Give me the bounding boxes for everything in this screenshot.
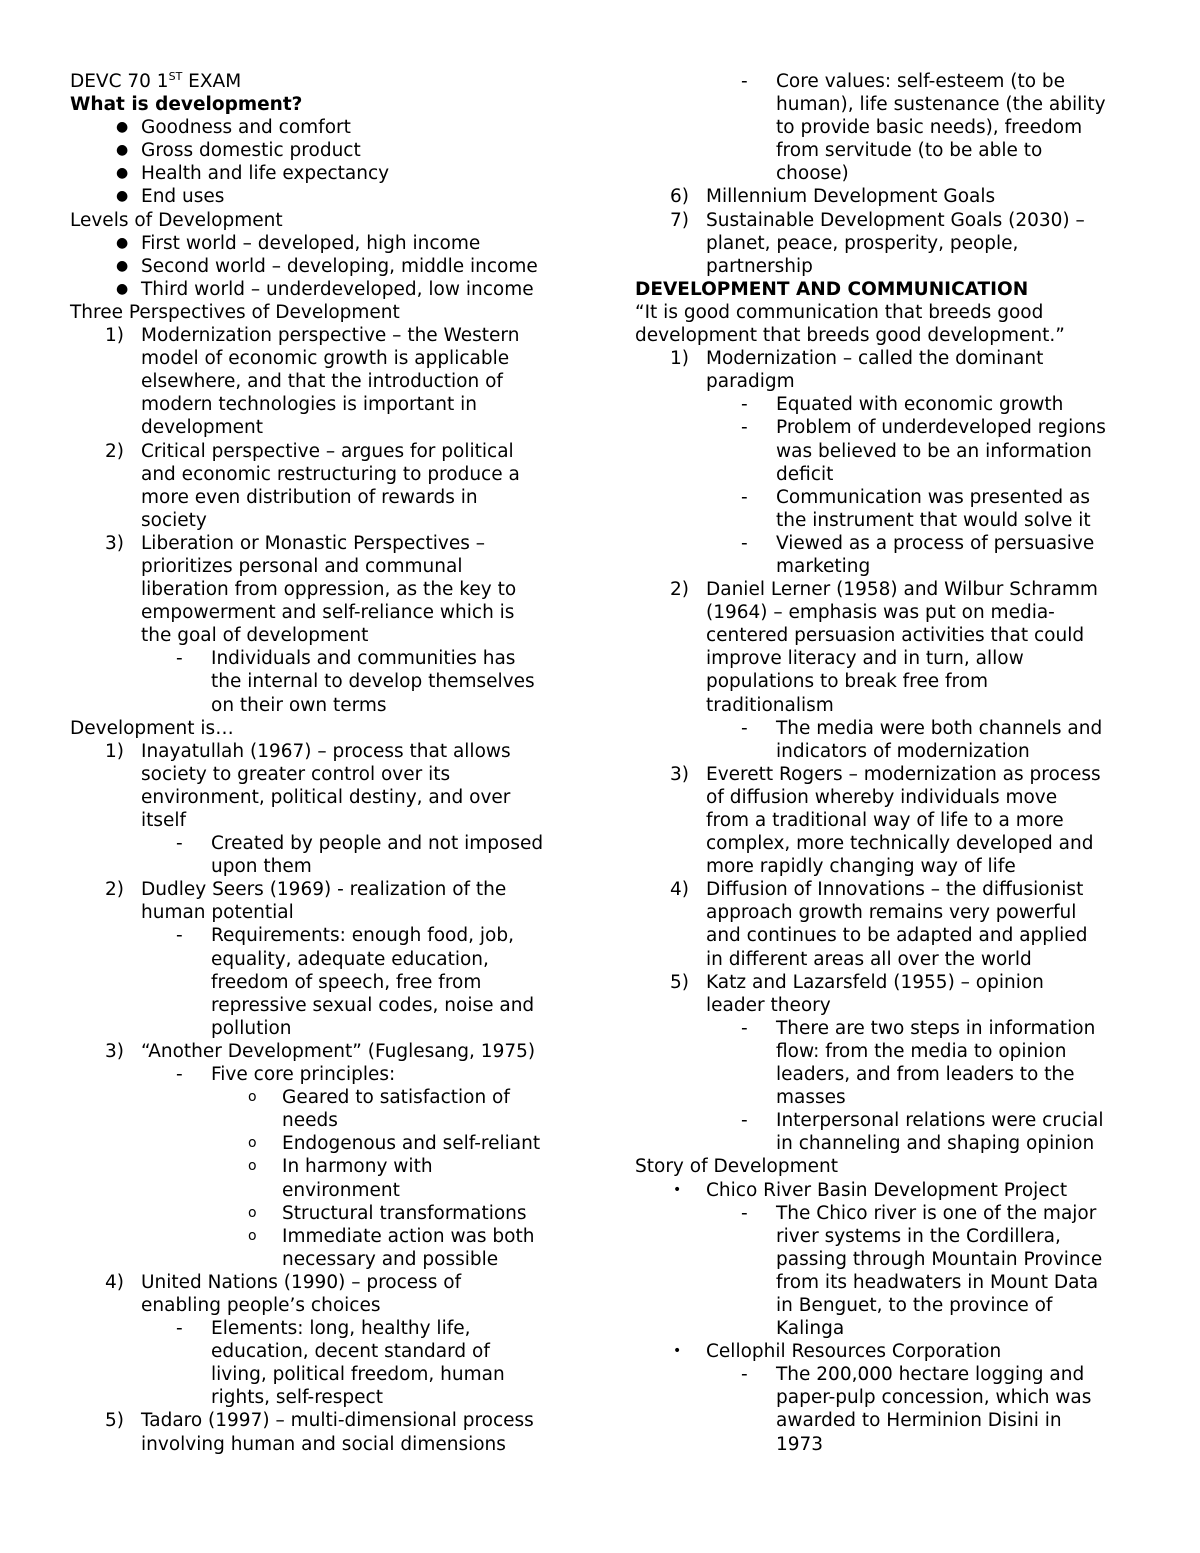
sub-list-item-line: passing through Mountain Province — [776, 1248, 1103, 1270]
sub-list-item-line: to provide basic needs), freedom — [776, 117, 1083, 139]
list-item-line: society — [141, 509, 207, 531]
sub-list-item: - The 200,000 hectare logging and — [741, 1364, 1085, 1386]
sub-list-item-line: river systems in the Cordillera, — [776, 1225, 1061, 1247]
sub-list-item-line: freedom of speech, free from — [211, 971, 482, 993]
list-item: 1) Modernization perspective – the Western — [105, 325, 520, 347]
principle-item: o Endogenous and self-reliant — [248, 1133, 541, 1155]
sub-list-item-line: paper-pulp concession, which was — [776, 1387, 1092, 1409]
list-item: 3) Liberation or Monastic Perspectives – — [105, 532, 485, 554]
list-item-line: the goal of development — [141, 625, 369, 647]
sub-list-item: - Individuals and communities has — [176, 648, 516, 670]
sub-list-item-line: awarded to Herminion Disini in — [776, 1410, 1062, 1432]
list-item: 3) “Another Development” (Fuglesang, 1975) — [105, 1040, 536, 1062]
list-item: 5) Katz and Lazarsfeld (1955) – opinion — [670, 971, 1044, 993]
list-item-line: approach growth remains very powerful — [706, 902, 1077, 924]
sub-list-item-line: marketing — [776, 555, 871, 577]
list-item-line: elsewhere, and that the introduction of — [141, 371, 503, 393]
sub-list-item-line: choose) — [776, 163, 849, 185]
principle-item-line: environment — [282, 1179, 400, 1201]
heading-development-is: Development is… — [70, 717, 234, 739]
principle-item: o Immediate action was both — [248, 1225, 535, 1247]
sub-list-item-line: human), life sustenance (the ability — [776, 94, 1106, 116]
sub-list-item-line: in Benguet, to the province of — [776, 1294, 1053, 1316]
sub-list-item: - Communication was presented as — [741, 486, 1090, 508]
sub-list-item: - There are two steps in information — [741, 1017, 1096, 1039]
sub-list-item: - Viewed as a process of persuasive — [741, 532, 1095, 554]
sub-list-item-line: pollution — [211, 1017, 292, 1039]
sub-list-item: - Elements: long, healthy life, — [176, 1318, 471, 1340]
list-item-line: empowerment and self-reliance which is — [141, 602, 515, 624]
list-item: 5) Tadaro (1997) – multi-dimensional process — [105, 1410, 534, 1432]
list-item-line: itself — [141, 810, 187, 831]
list-item-line: model of economic growth is applicable — [141, 348, 510, 370]
list-item-line: populations to break free from — [706, 671, 989, 693]
heading-story-of-development: Story of Development — [635, 1156, 839, 1178]
list-item: ● End uses — [116, 186, 225, 208]
principle-item: o Structural transformations — [248, 1202, 527, 1224]
list-item-line: liberation from oppression, as the key to — [141, 579, 517, 601]
sub-list-item-line: was believed to be an information — [776, 440, 1092, 462]
list-item-line: and continues to be adapted and applied — [706, 925, 1088, 947]
list-item-line: in different areas all over the world — [706, 948, 1032, 970]
list-item-line: society to greater control over its — [141, 763, 451, 785]
sub-list-item: - Interpersonal relations were crucial — [741, 1110, 1104, 1132]
list-item: ● Second world – developing, middle income — [116, 255, 538, 277]
sub-list-item-line: equality, adequate education, — [211, 948, 489, 970]
list-item: 1) Modernization – called the dominant — [670, 348, 1044, 370]
principle-item: o Geared to satisfaction of — [248, 1087, 510, 1109]
list-item-line: human potential — [141, 902, 294, 924]
list-item-line: environment, political destiny, and over — [141, 786, 511, 808]
list-item: 4) United Nations (1990) – process of — [105, 1271, 462, 1293]
sub-list-item-line: living, political freedom, human — [211, 1364, 505, 1386]
left-column — [70, 70, 570, 1456]
list-item: ● First world – developed, high income — [116, 232, 481, 254]
list-item-line: development — [141, 417, 264, 439]
list-item-line: paradigm — [706, 371, 795, 393]
sub-list-item-line: the instrument that would solve it — [776, 509, 1091, 531]
list-item-line: (1964) – emphasis was put on media- — [706, 602, 1055, 624]
sub-list-item-line: deficit — [776, 463, 834, 485]
sub-list-item: - Created by people and not imposed — [176, 833, 544, 855]
list-item-line: leader theory — [706, 994, 831, 1016]
list-item: 3) Everett Rogers – modernization as process — [670, 763, 1101, 785]
list-item-line: modern technologies is important in — [141, 394, 477, 416]
list-item-line: of diffusion whereby individuals move — [706, 786, 1058, 808]
sub-list-item-line: Kalinga — [776, 1318, 845, 1340]
list-item-line: from a traditional way of life to a more — [706, 810, 1064, 831]
list-item-line: traditionalism — [706, 694, 834, 716]
list-item: ● Goodness and comfort — [116, 117, 351, 139]
sub-list-item-line: leaders, and from leaders to the — [776, 1064, 1075, 1086]
list-item-line: planet, peace, prosperity, people, — [706, 232, 1019, 254]
sub-list-item-line: the internal to develop themselves — [211, 671, 535, 693]
sub-list-item: - Problem of underdeveloped regions — [741, 417, 1106, 439]
sub-list-item-line: upon them — [211, 856, 312, 878]
list-item-line: complex, more technically developed and — [706, 833, 1094, 855]
sub-list-item: - Five core principles: — [176, 1064, 396, 1086]
list-item-line: more even distribution of rewards in — [141, 486, 478, 508]
principle-item: o In harmony with — [248, 1156, 433, 1178]
quote-line: “It is good communication that breeds good — [635, 301, 1044, 323]
sub-list-item: - Equated with economic growth — [741, 394, 1064, 416]
sub-list-item-line: 1973 — [776, 1433, 824, 1455]
sub-list-item: - The Chico river is one of the major — [741, 1202, 1097, 1224]
sub-list-item-line: masses — [776, 1087, 846, 1109]
sub-list-item-line: from servitude (to be able to — [776, 140, 1043, 162]
list-item: 7) Sustainable Development Goals (2030) – — [670, 209, 1085, 231]
sub-list-item-line: on their own terms — [211, 694, 387, 716]
heading-levels-of-development: Levels of Development — [70, 209, 283, 231]
principle-item-line: necessary and possible — [282, 1248, 499, 1270]
right-column — [635, 70, 1135, 1456]
list-item: 6) Millennium Development Goals — [670, 186, 996, 208]
sub-list-item: - Requirements: enough food, job, — [176, 925, 514, 947]
list-item: 2) Daniel Lerner (1958) and Wilbur Schramm — [670, 579, 1098, 601]
list-item: 2) Critical perspective – argues for political — [105, 440, 514, 462]
list-item-line: centered persuasion activities that could — [706, 625, 1085, 647]
sub-list-item-line: in channeling and shaping opinion — [776, 1133, 1095, 1155]
sub-list-item-line: flow: from the media to opinion — [776, 1040, 1067, 1062]
heading-what-is-development: What is development? — [70, 94, 303, 116]
sub-list-item-line: indicators of modernization — [776, 740, 1030, 762]
list-item-line: more rapidly changing way of life — [706, 856, 1016, 878]
list-item-line: prioritizes personal and communal — [141, 555, 463, 577]
list-item-line: and economic restructuring to produce a — [141, 463, 520, 485]
list-item-line: improve literacy and in turn, allow — [706, 648, 1024, 670]
heading-development-and-communication: DEVELOPMENT AND COMMUNICATION — [635, 278, 1029, 300]
heading-three-perspectives: Three Perspectives of Development — [70, 301, 400, 323]
sub-list-item-line: education, decent standard of — [211, 1341, 490, 1363]
sub-list-item: - Core values: self-esteem (to be — [741, 71, 1066, 92]
list-item: 1) Inayatullah (1967) – process that allows — [105, 740, 511, 762]
principle-item-line: needs — [282, 1110, 338, 1132]
list-item-line: partnership — [706, 255, 813, 277]
list-item: ● Health and life expectancy — [116, 163, 390, 185]
list-item: ● Gross domestic product — [116, 140, 361, 162]
list-item: • Cellophil Resources Corporation — [673, 1341, 1002, 1363]
list-item-line: enabling people’s choices — [141, 1294, 381, 1316]
document-title: DEVC 70 1ST EXAM — [70, 70, 242, 92]
sub-list-item: - The media were both channels and — [741, 717, 1103, 739]
list-item: ● Third world – underdeveloped, low income — [116, 278, 534, 300]
sub-list-item-line: rights, self-respect — [211, 1387, 383, 1409]
sub-list-item-line: from its headwaters in Mount Data — [776, 1271, 1099, 1293]
list-item-line: involving human and social dimensions — [141, 1433, 506, 1455]
quote-line: development that breeds good development.” — [635, 325, 1065, 347]
list-item: 2) Dudley Seers (1969) - realization of the — [105, 879, 507, 901]
list-item: 4) Diffusion of Innovations – the diffusionist — [670, 879, 1084, 901]
sub-list-item-line: repressive sexual codes, noise and — [211, 994, 535, 1016]
list-item: • Chico River Basin Development Project — [673, 1179, 1068, 1201]
